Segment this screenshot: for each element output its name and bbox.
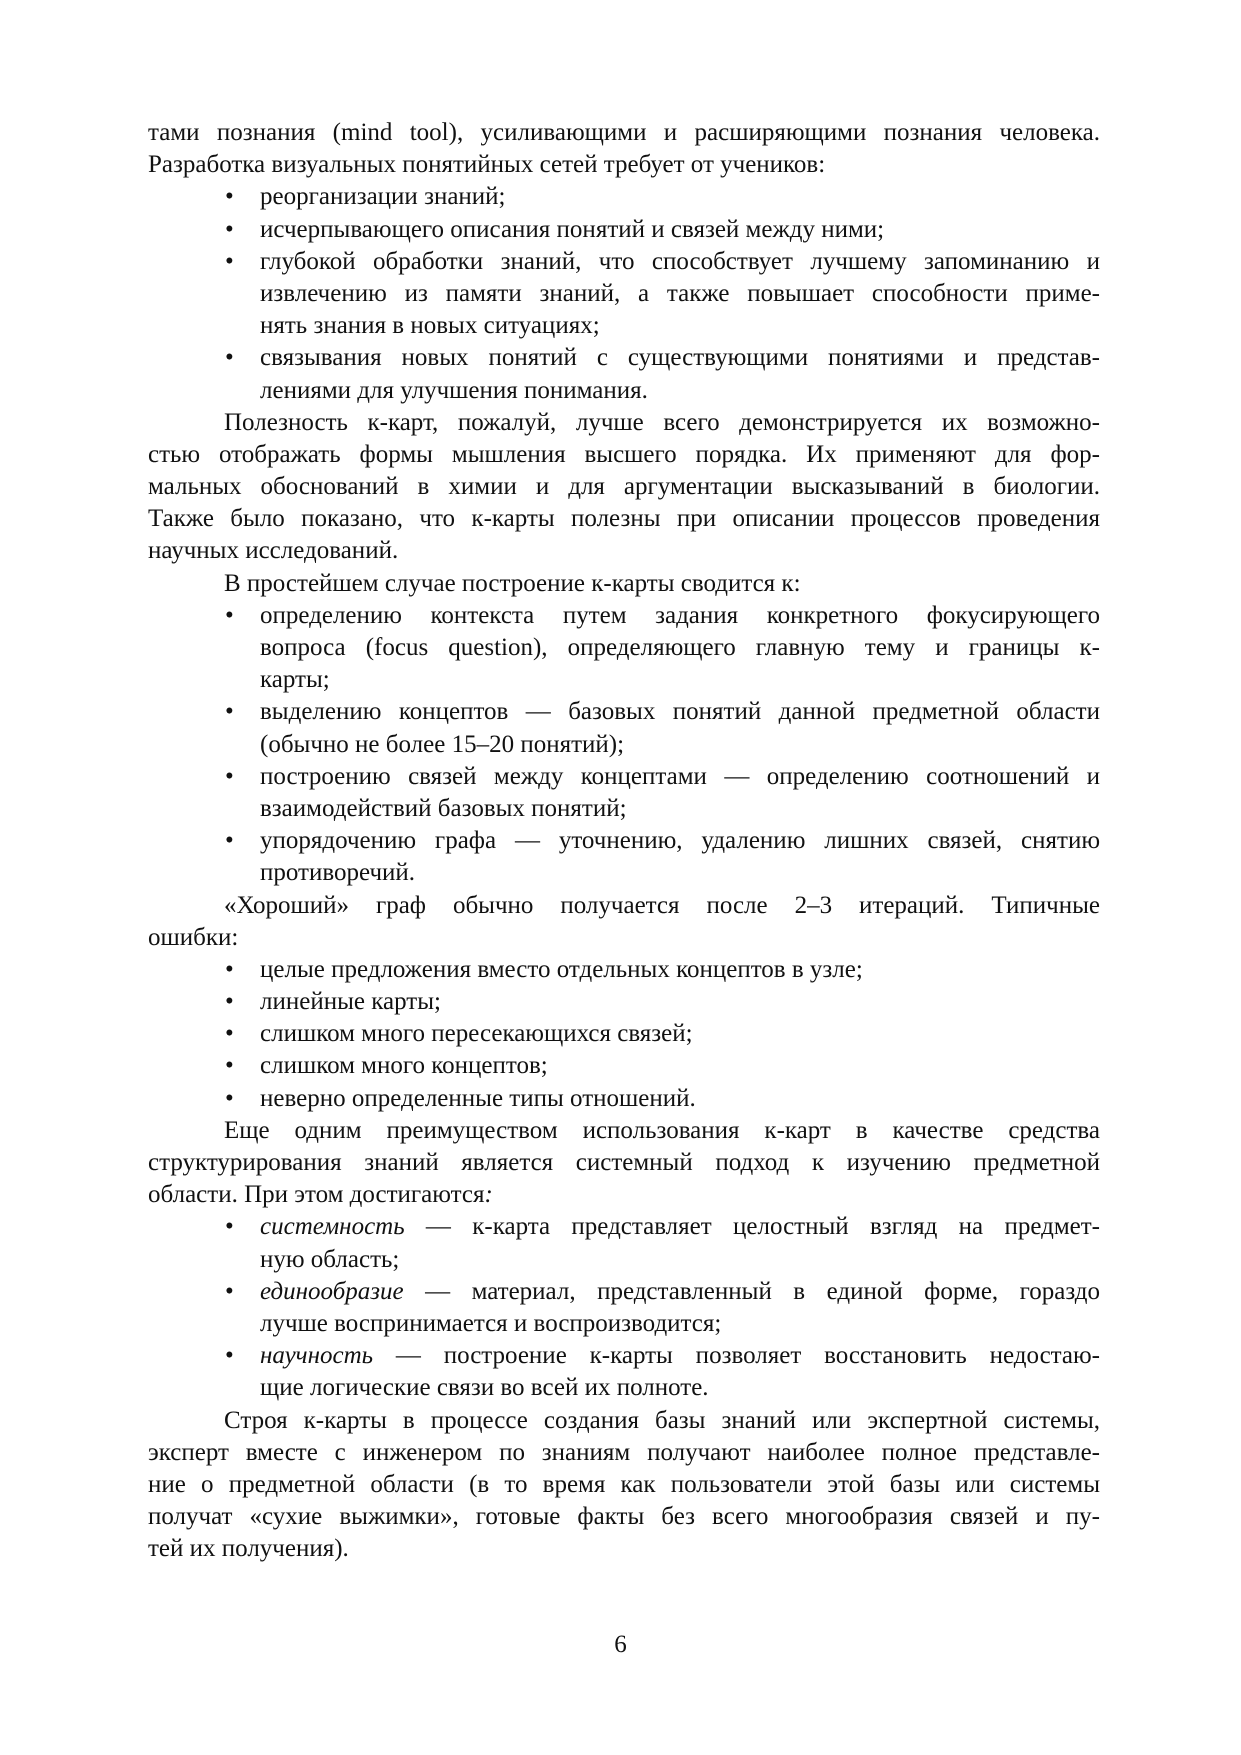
bullet-icon: • xyxy=(225,183,234,211)
paragraph-usefulness xyxy=(148,407,1100,568)
text-line: В простейшем случае построение к-карты сводится к: xyxy=(224,569,801,597)
bullet-icon: • xyxy=(225,988,234,1016)
list-item-text: слишком много концептов; xyxy=(260,1052,548,1080)
paragraph-simplest-case xyxy=(148,568,1100,600)
text-line: ние о предметной области (в то время как пользователи этой базы или системы xyxy=(148,1470,1100,1498)
page-number: 6 xyxy=(614,1631,627,1658)
list-item-text: взаимодействий базовых понятий; xyxy=(260,794,627,822)
bullet-icon: • xyxy=(225,1277,234,1305)
bullet-icon: • xyxy=(225,1020,234,1048)
bullet-icon: • xyxy=(225,247,234,275)
list-item xyxy=(148,1276,1100,1340)
italic-colon: : xyxy=(484,1181,493,1209)
list-item xyxy=(148,696,1100,760)
list-item-text: линейные карты; xyxy=(260,988,441,1016)
text-line: Разработка визуальных понятийных сетей требует от учеников: xyxy=(148,151,826,179)
list-item xyxy=(148,600,1100,697)
list-item-text: лениями для улучшения понимания. xyxy=(260,376,648,404)
text-line: тей их получения). xyxy=(148,1535,349,1563)
bullet-icon: • xyxy=(225,601,234,629)
text-line: структурирования знаний является системный подход к изучению предметной xyxy=(148,1149,1100,1176)
list-item xyxy=(148,986,1100,1018)
bullet-list-typical-errors xyxy=(148,954,1100,1115)
bullet-list-construction-steps xyxy=(148,600,1100,890)
text-line: ошибки: xyxy=(148,923,239,951)
list-item-text: — материал, представленный в единой форме, гораздо xyxy=(403,1277,1100,1305)
term-italic: единообразие xyxy=(260,1277,404,1305)
list-item-text: лучше воспринимается и воспроизводится; xyxy=(260,1309,722,1337)
list-item-text: вопроса (focus question), определяющего главную тему и границы к- xyxy=(260,634,1100,661)
list-item xyxy=(148,954,1100,986)
paragraph-intro xyxy=(148,117,1100,181)
list-item-text: неверно определенные типы отношений. xyxy=(260,1084,696,1112)
list-item-text: карты; xyxy=(260,666,330,694)
list-item xyxy=(148,761,1100,825)
list-item xyxy=(148,214,1100,246)
list-item xyxy=(148,1050,1100,1082)
paragraph-expert xyxy=(148,1405,1100,1566)
list-item xyxy=(148,181,1100,213)
list-item-text: противоречий. xyxy=(260,859,416,887)
bullet-icon: • xyxy=(225,762,234,790)
list-item xyxy=(148,1340,1100,1404)
list-item xyxy=(148,1083,1100,1115)
list-item-text: целые предложения вместо отдельных концептов в узле; xyxy=(260,955,863,983)
bullet-icon: • xyxy=(225,1052,234,1080)
list-item-text: реорганизации знаний; xyxy=(260,183,506,211)
text-line: тами познания (mind tool), усиливающими и расширяющими познания человека. xyxy=(148,119,1100,146)
list-item-text: нять знания в новых ситуациях; xyxy=(260,312,600,340)
list-item-text: выделению концептов — базовых понятий данной предметной области xyxy=(260,698,1100,726)
list-item-text: исчерпывающего описания понятий и связей между ними; xyxy=(260,215,885,243)
text-line: Еще одним преимуществом использования к-карт в качестве средства xyxy=(224,1116,1100,1144)
document-page xyxy=(148,117,1100,1565)
bullet-icon: • xyxy=(225,1084,234,1112)
list-item xyxy=(148,246,1100,343)
bullet-list-achievements xyxy=(148,1211,1100,1404)
list-item-text: (обычно не более 15–20 понятий); xyxy=(260,730,625,758)
list-item-text: упорядочению графа — уточнению, удалению лишних связей, снятию xyxy=(260,827,1100,855)
bullet-icon: • xyxy=(225,698,234,726)
list-item-text: ную область; xyxy=(260,1245,400,1273)
text-line: Строя к-карты в процессе создания базы знаний или экспертной системы, xyxy=(224,1406,1100,1434)
term-italic: научность xyxy=(260,1342,374,1370)
list-item-text: извлечению из памяти знаний, а также повышает способности приме- xyxy=(260,279,1100,307)
bullet-icon: • xyxy=(225,955,234,983)
list-item-text: глубокой обработки знаний, что способствует лучшему запоминанию и xyxy=(260,247,1100,275)
list-item-text: связывания новых понятий с существующими понятиями и представ- xyxy=(260,344,1100,372)
list-item-text: определению контекста путем задания конкретного фокусирующего xyxy=(260,601,1100,629)
list-item-text: — к-карта представляет целостный взгляд на предмет- xyxy=(404,1213,1100,1241)
text-line: области. При этом достигаются xyxy=(148,1181,485,1209)
text-line: эксперт вместе с инженером по знаниям получают наиболее полное представле- xyxy=(148,1438,1100,1466)
paragraph-good-graph xyxy=(148,890,1100,954)
bullet-icon: • xyxy=(225,1213,234,1241)
list-item-text: построению связей между концептами — определению соотношений и xyxy=(260,762,1100,790)
list-item-text: слишком много пересекающихся связей; xyxy=(260,1020,693,1048)
text-line: научных исследований. xyxy=(148,537,399,565)
term-italic: системность xyxy=(260,1213,405,1241)
text-line: получат «сухие выжимки», готовые факты без всего многообразия связей и пу- xyxy=(148,1503,1100,1531)
text-line: Полезность к-карт, пожалуй, лучше всего демонстрируется их возможно- xyxy=(224,408,1100,436)
bullet-icon: • xyxy=(225,827,234,855)
list-item xyxy=(148,1018,1100,1050)
paragraph-advantage xyxy=(148,1115,1100,1212)
list-item xyxy=(148,342,1100,406)
list-item-text: — построение к-карты позволяет восстановить недостаю- xyxy=(373,1342,1100,1370)
list-item-text: щие логические связи во всей их полноте. xyxy=(260,1374,709,1402)
bullet-icon: • xyxy=(225,215,234,243)
bullet-icon: • xyxy=(225,1342,234,1370)
list-item xyxy=(148,1211,1100,1275)
list-item xyxy=(148,825,1100,889)
text-line: мальных обоснований в химии и для аргументации высказываний в биологии. xyxy=(148,473,1100,501)
bullet-icon: • xyxy=(225,344,234,372)
text-line: «Хороший» граф обычно получается после 2–3 итераций. Типичные xyxy=(224,891,1100,919)
text-line: стью отображать формы мышления высшего порядка. Их применяют для фор- xyxy=(148,440,1100,468)
bullet-list-student-requirements xyxy=(148,181,1100,406)
text-line: Также было показано, что к-карты полезны при описании процессов проведения xyxy=(148,505,1100,533)
